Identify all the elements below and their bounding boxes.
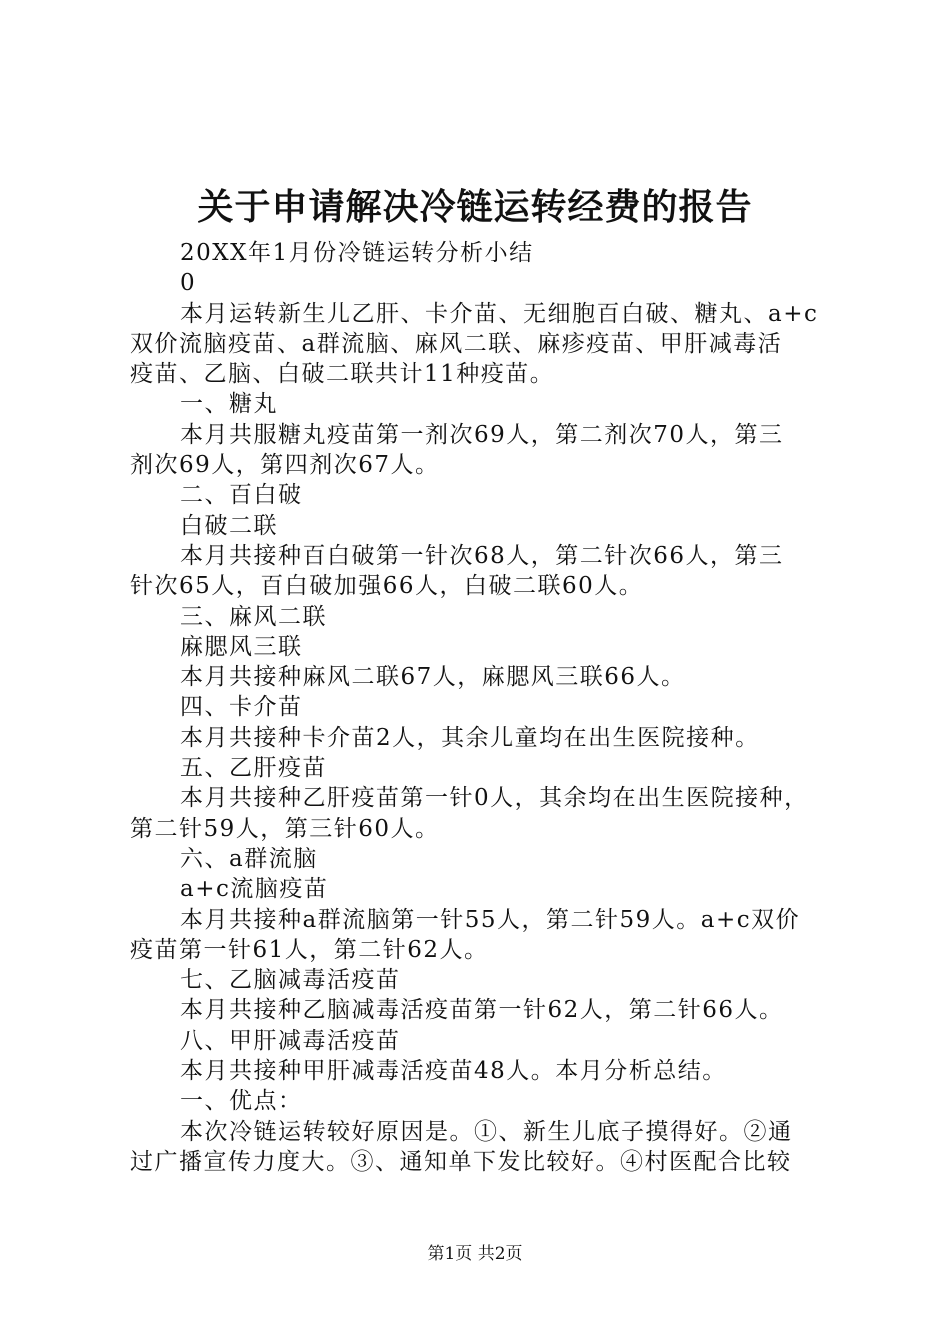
body-line: 四、卡介苗: [180, 694, 303, 721]
body-line: 白破二联: [180, 512, 278, 539]
body-line: 一、糖丸: [180, 391, 278, 418]
body-line: 本月运转新生儿乙肝、卡介苗、无细胞百白破、糖丸、a+c: [180, 300, 819, 327]
body-line: 疫苗、乙脑、白破二联共计11种疫苗。: [130, 361, 555, 388]
body-line: 疫苗第一针61人，第二针62人。: [130, 936, 489, 963]
document-body: [130, 238, 835, 1177]
body-line: 针次65人，百白破加强66人，白破二联60人。: [130, 573, 644, 600]
body-line: 本月共接种乙脑减毒活疫苗第一针62人，第二针66人。: [180, 997, 784, 1024]
body-line: 本次冷链运转较好原因是。①、新生儿底子摸得好。②通: [180, 1118, 793, 1145]
body-line: 本月共接种百白破第一针次68人，第二针次66人，第三: [180, 542, 784, 569]
document-title: 关于申请解决冷链运转经费的报告: [197, 187, 753, 228]
body-line: 第二针59人，第三针60人。: [130, 815, 440, 842]
body-line: a+c流脑疫苗: [180, 876, 329, 903]
body-line: 本月共接种麻风二联67人，麻腮风三联66人。: [180, 664, 686, 691]
body-line: 六、a群流脑: [180, 845, 318, 872]
body-line: 本月共服糖丸疫苗第一剂次69人，第二剂次70人，第三: [180, 421, 784, 448]
body-line: 麻腮风三联: [180, 633, 303, 660]
body-line: 七、乙脑减毒活疫苗: [180, 967, 401, 994]
body-line: 0: [180, 270, 197, 297]
body-line: 本月共接种甲肝减毒活疫苗48人。本月分析总结。: [180, 1058, 727, 1085]
body-line: 三、麻风二联: [180, 603, 327, 630]
body-line: 过广播宣传力度大。③、通知单下发比较好。④村医配合比较: [130, 1148, 792, 1175]
body-line: 本月共接种a群流脑第一针55人，第二针59人。a+c双价: [180, 906, 801, 933]
body-line: 二、百白破: [180, 482, 303, 509]
body-line: 双价流脑疫苗、a群流脑、麻风二联、麻疹疫苗、甲肝减毒活: [130, 330, 783, 357]
body-line: 本月共接种卡介苗2人，其余儿童均在出生医院接种。: [180, 724, 760, 751]
body-line: 一、优点：: [180, 1088, 303, 1115]
body-line: 20XX年1月份冷链运转分析小结: [180, 240, 534, 266]
body-line: 八、甲肝减毒活疫苗: [180, 1027, 401, 1054]
body-line: 剂次69人，第四剂次67人。: [130, 452, 440, 479]
body-line: 本月共接种乙肝疫苗第一针0人，其余均在出生医院接种，: [180, 785, 809, 812]
page-footer: 第1页 共2页: [427, 1244, 523, 1264]
body-line: 五、乙肝疫苗: [180, 755, 327, 782]
